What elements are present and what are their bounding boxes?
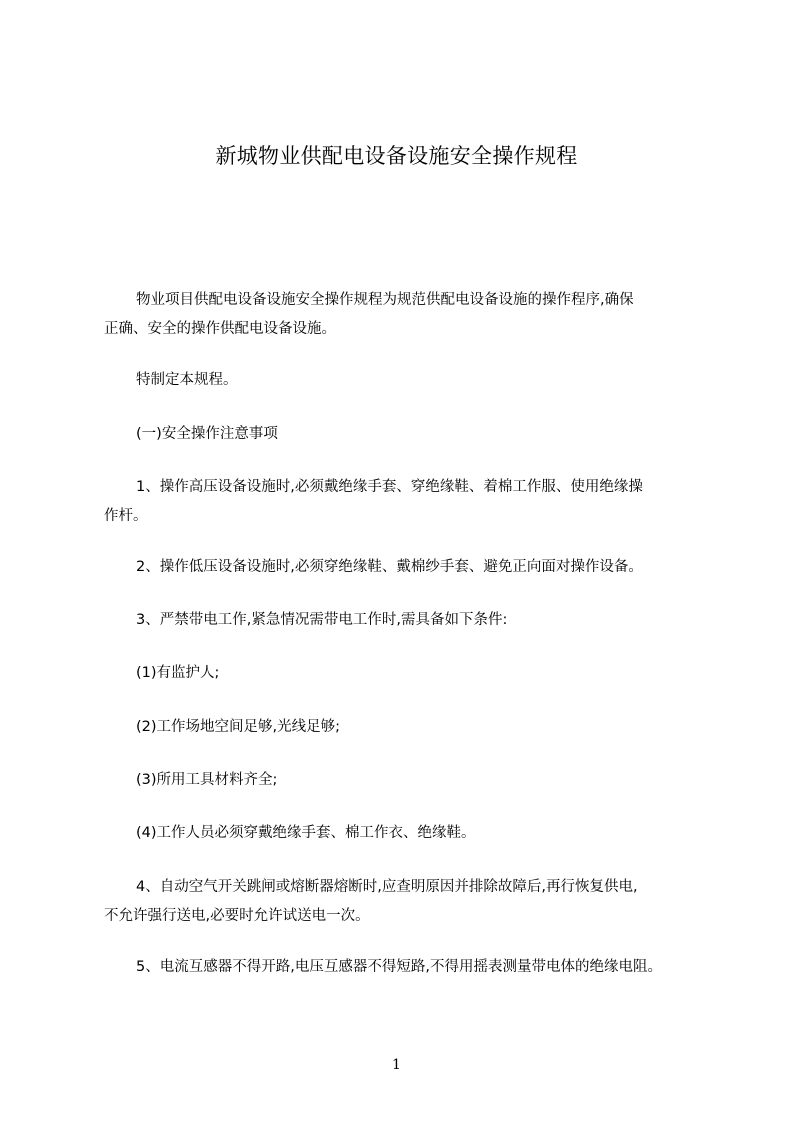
document-title: 新城物业供配电设备设施安全操作规程: [215, 144, 578, 168]
condition-item-1-line: (1)有监护人;: [136, 665, 220, 681]
rule-item-1-line-1: 1、操作高压设备设施时,必须戴绝缘手套、穿绝缘鞋、着棉工作服、使用绝缘操: [136, 479, 643, 495]
section-heading: [104, 420, 704, 449]
intro-line-1: 物业项目供配电设备设施安全操作规程为规范供配电设备设施的操作程序,确保: [136, 292, 634, 308]
intro-line-2: 正确、安全的操作供配电设备设施。: [104, 321, 336, 337]
statement-paragraph: [104, 366, 704, 395]
rule-item-2: [104, 553, 704, 582]
intro-paragraph: [104, 286, 704, 344]
rule-item-4-line-2: 不允许强行送电,必要时允许试送电一次。: [104, 908, 370, 924]
rule-item-4-line-1: 4、自动空气开关跳闸或熔断器熔断时,应查明原因并排除故障后,再行恢复供电,: [136, 879, 638, 895]
rule-item-1-line-2: 作杆。: [104, 508, 148, 524]
rule-item-4: [104, 873, 704, 931]
rule-item-5: [104, 953, 704, 982]
condition-item-4-line: (4)工作人员必须穿戴绝缘手套、棉工作衣、绝缘鞋。: [136, 825, 476, 841]
condition-item-3: [104, 766, 704, 795]
section-heading-text: (一)安全操作注意事项: [136, 426, 278, 442]
condition-item-3-line: (3)所用工具材料齐全;: [136, 772, 278, 788]
rule-item-5-line: 5、电流互感器不得开路,电压互感器不得短路,不得用摇表测量带电体的绝缘电阻。: [136, 959, 662, 975]
rule-item-3: [104, 606, 704, 635]
condition-item-4: [104, 819, 704, 848]
rule-item-1: [104, 473, 704, 531]
statement-line: 特制定本规程。: [136, 372, 238, 388]
condition-item-2-line: (2)工作场地空间足够,光线足够;: [136, 719, 341, 735]
condition-item-2: [104, 713, 704, 742]
rule-item-2-line: 2、操作低压设备设施时,必须穿绝缘鞋、戴棉纱手套、避免正向面对操作设备。: [136, 559, 643, 575]
condition-item-1: [104, 659, 704, 688]
rule-item-3-line: 3、严禁带电工作,紧急情况需带电工作时,需具备如下条件:: [136, 612, 508, 628]
page-number: 1: [392, 1057, 401, 1073]
